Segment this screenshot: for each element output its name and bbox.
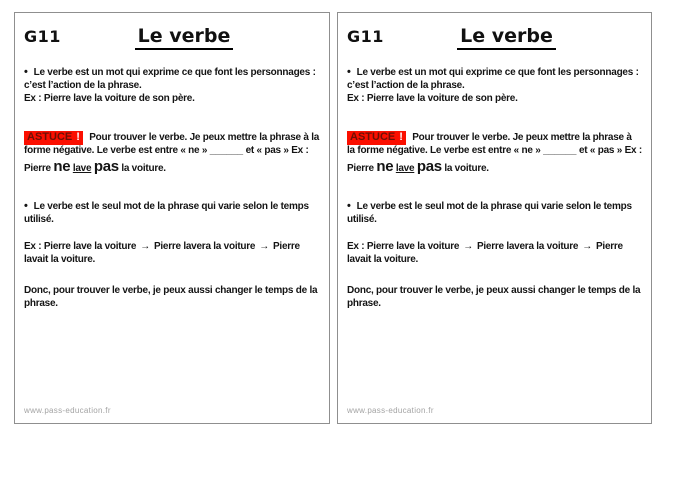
tense-part2: Pierre lavera la voiture [153, 241, 256, 252]
tense-example-paragraph [347, 240, 642, 266]
arrow-icon: → [582, 241, 592, 252]
astuce-exclamation: ! [76, 131, 80, 143]
vary-text: Le verbe est le seul mot de la phrase qui varie selon le temps utilisé. [24, 201, 309, 225]
vary-text: Le verbe est le seul mot de la phrase qui varie selon le temps utilisé. [347, 201, 632, 225]
intro-flow [24, 66, 320, 92]
negation-verb: lave [72, 163, 92, 174]
tense-part1: Ex : Pierre lave la voiture [24, 241, 137, 252]
intro-text: Le verbe est un mot qui exprime ce que font les personnages : c’est l’action de la phrase. [24, 67, 316, 91]
astuce-text: Pour trouver le verbe. Je peux mettre la phrase à la forme négative. Le verbe est entre « ne » [24, 132, 320, 156]
title-row [15, 25, 329, 50]
astuce-badge [24, 131, 83, 145]
bullet-icon: • [24, 200, 28, 212]
tense-part1: Ex : Pierre lave la voiture [347, 241, 460, 252]
intro-example: Ex : Pierre lave la voiture de son père. [347, 93, 518, 104]
bullet-icon: • [24, 66, 28, 78]
lesson-card-right [337, 12, 652, 424]
astuce-text: Pour trouver le verbe. Je peux mettre la phrase à la forme négative. Le verbe est entre « ne » [347, 132, 632, 156]
astuce-label: ASTUCE [27, 131, 73, 143]
bullet-icon: • [347, 200, 351, 212]
astuce-flow [24, 131, 320, 157]
intro-text: Le verbe est un mot qui exprime ce que font les personnages : c’est l’action de la phrase. [347, 67, 639, 91]
tense-part3: Pierre lavait la voiture. [24, 241, 300, 265]
intro-paragraph [347, 66, 642, 105]
negation-ne: ne [53, 158, 71, 175]
conclusion-paragraph: Donc, pour trouver le verbe, je peux aussi changer le temps de la phrase. [347, 285, 641, 309]
negation-rest: la voiture. [444, 163, 489, 174]
negation-verb: lave [395, 163, 415, 174]
astuce-badge [347, 131, 406, 145]
negation-example [24, 160, 320, 175]
arrow-icon: → [463, 241, 473, 252]
intro-flow [347, 66, 642, 92]
vary-paragraph [347, 200, 642, 226]
lesson-code: G11 [24, 27, 61, 46]
astuce-label: ASTUCE [350, 131, 396, 143]
fill-blank: ______ [209, 145, 244, 156]
bullet-icon: • [347, 66, 351, 78]
negation-subject: Pierre [347, 163, 374, 174]
astuce-exclamation: ! [399, 131, 403, 143]
negation-subject: Pierre [24, 163, 51, 174]
tense-part3: Pierre lavait la voiture. [347, 241, 623, 265]
negation-pas: pas [416, 158, 442, 175]
negation-example [347, 160, 642, 175]
intro-paragraph [24, 66, 320, 105]
tense-example-paragraph [24, 240, 320, 266]
vary-paragraph [24, 200, 320, 226]
arrow-icon: → [140, 241, 150, 252]
arrow-icon: → [259, 241, 269, 252]
tense-part2: Pierre lavera la voiture [476, 241, 579, 252]
footer-url: www.pass-education.fr [24, 406, 111, 415]
astuce-paragraph [24, 131, 320, 175]
astuce-flow [347, 131, 642, 157]
fill-blank: ______ [543, 145, 577, 156]
lesson-title: Le verbe [135, 25, 234, 50]
negation-ne: ne [376, 158, 394, 175]
lesson-code: G11 [347, 27, 384, 46]
intro-example: Ex : Pierre lave la voiture de son père. [24, 93, 195, 104]
negation-pas: pas [93, 158, 119, 175]
footer-url: www.pass-education.fr [347, 406, 434, 415]
lesson-card-left [14, 12, 330, 424]
negation-rest: la voiture. [121, 163, 166, 174]
astuce-text-after: et « pas » Ex : [245, 145, 309, 156]
title-row [338, 25, 651, 50]
astuce-paragraph [347, 131, 642, 175]
conclusion-paragraph: Donc, pour trouver le verbe, je peux aussi changer le temps de la phrase. [24, 285, 318, 309]
lesson-title: Le verbe [457, 25, 556, 50]
astuce-text-after: et « pas » Ex : [578, 145, 642, 156]
